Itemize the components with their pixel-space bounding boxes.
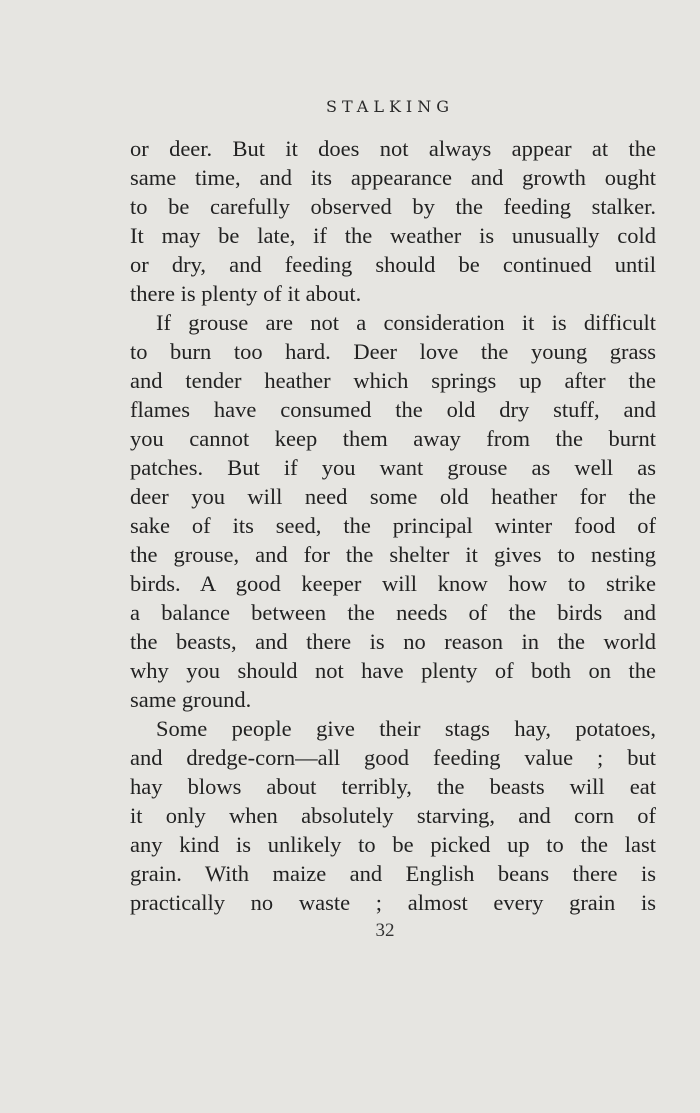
text-line: same ground. — [130, 687, 252, 712]
text-line: you cannot keep them away from the burnt — [130, 426, 656, 451]
text-line: the beasts, and there is no reason in the world — [130, 629, 656, 654]
text-line: or dry, and feeding should be continued until — [130, 252, 656, 277]
text-line: there is plenty of it about. — [130, 281, 362, 306]
text-line: patches. But if you want grouse as well as — [130, 455, 656, 480]
text-line: and tender heather which springs up after the — [130, 368, 656, 393]
text-line: birds. A good keeper will know how to strike — [130, 571, 656, 596]
text-line: why you should not have plenty of both on the — [130, 658, 656, 683]
text-line: If grouse are not a consideration it is difficult — [156, 310, 656, 335]
text-line: practically no waste ; almost every grain is — [130, 890, 656, 915]
text-line: sake of its seed, the principal winter food of — [130, 513, 656, 538]
text-line: a balance between the needs of the birds and — [130, 600, 656, 625]
page-number: 32 — [375, 920, 395, 941]
text-line: any kind is unlikely to be picked up to the last — [130, 832, 656, 857]
text-line: flames have consumed the old dry stuff, and — [130, 397, 656, 422]
text-line: Some people give their stags hay, potatoes, — [156, 716, 656, 741]
text-line: to burn too hard. Deer love the young grass — [130, 339, 656, 364]
text-line: grain. With maize and English beans there is — [130, 861, 656, 886]
text-line: hay blows about terribly, the beasts will eat — [130, 774, 656, 799]
text-line: and dredge-corn—all good feeding value ; but — [130, 745, 656, 770]
text-line: to be carefully observed by the feeding stalker. — [130, 194, 656, 219]
body-text — [130, 134, 656, 917]
text-line: It may be late, if the weather is unusually cold — [130, 223, 656, 248]
text-line: the grouse, and for the shelter it gives to nesting — [130, 542, 656, 567]
text-line: it only when absolutely starving, and corn of — [130, 803, 656, 828]
text-line: or deer. But it does not always appear at the — [130, 136, 656, 161]
running-head: STALKING — [326, 97, 454, 116]
text-line: same time, and its appearance and growth ought — [130, 165, 656, 190]
text-line: deer you will need some old heather for the — [130, 484, 656, 509]
